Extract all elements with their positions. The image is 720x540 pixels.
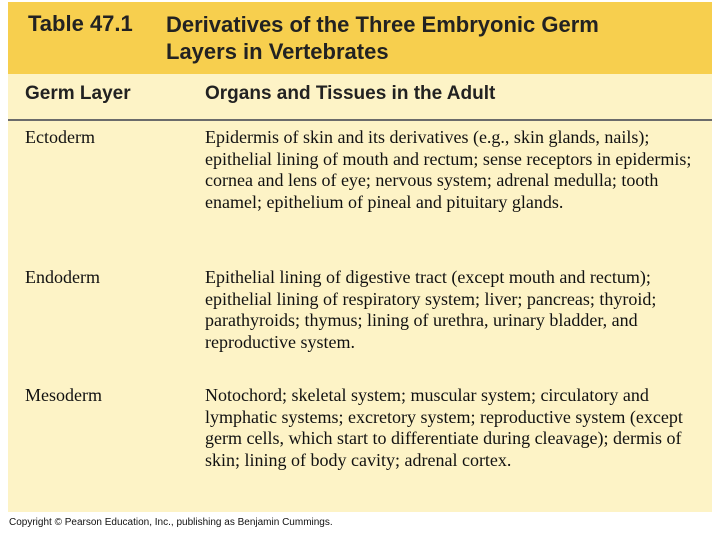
organs-tissues-text: Epithelial lining of digestive tract (except mouth and rectum); epithelial lining of respiratory system; liver; pancreas; thyroid; parathyroids; thymus; lining of urethra, urinary bladder, and reproductive system. <box>205 267 657 352</box>
table-number: Table 47.1 <box>28 11 133 36</box>
column-header-germ-layer: Germ Layer <box>25 83 131 104</box>
germ-layer-name: Ectoderm <box>25 127 95 147</box>
organs-tissues-text: Notochord; skeletal system; muscular system; circulatory and lymphatic systems; excretory system; reproductive system (except germ cells, which start to differentiate during cleavage); dermis of skin; lining of body cavity; adrenal cortex. <box>205 385 683 470</box>
column-header-organs-tissues: Organs and Tissues in the Adult <box>205 83 496 104</box>
germ-layer-name: Endoderm <box>25 267 100 287</box>
table-header-row <box>8 81 712 115</box>
germ-layer-name: Mesoderm <box>25 385 102 405</box>
table-title <box>166 11 599 65</box>
table-title-line-1: Derivatives of the Three Embryonic Germ <box>166 12 599 37</box>
header-divider <box>8 119 712 121</box>
copyright-notice: Copyright © Pearson Education, Inc., publishing as Benjamin Cummings. <box>9 517 333 528</box>
table-title-line-2: Layers in Vertebrates <box>166 39 389 64</box>
organs-tissues-text: Epidermis of skin and its derivatives (e.g., skin glands, nails); epithelial lining of mouth and rectum; sense receptors in epidermis; cornea and lens of eye; nervous system; adrenal medulla; tooth enamel; epithelium of pineal and pituitary glands. <box>205 127 692 212</box>
table-title-band <box>8 2 712 74</box>
germ-layer-table <box>8 2 712 512</box>
